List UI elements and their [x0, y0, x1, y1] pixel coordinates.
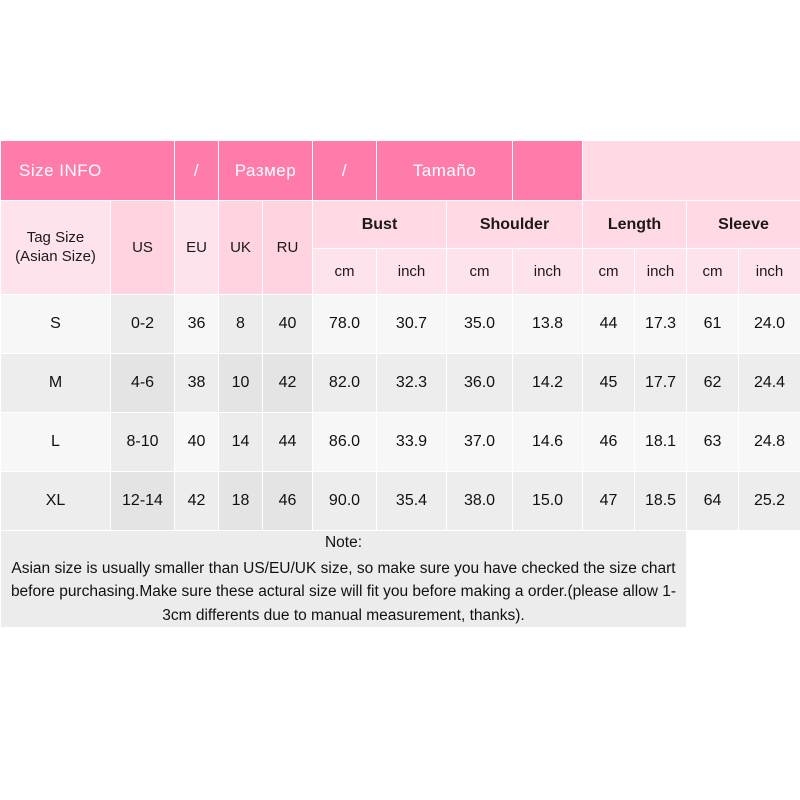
note-block [1, 531, 687, 628]
title-tamano: Tamaño [377, 141, 513, 201]
cell-us: 12-14 [111, 472, 175, 531]
cell-length-inch: 18.1 [635, 413, 687, 472]
note-body: Asian size is usually smaller than US/EU/UK size, so make sure you have checked the size chart before purchasing.Make sure these actural size will fit you before making a order.(please allow 1-3cm differents due to manual measurement, thanks). [10, 559, 677, 624]
cell-shoulder-cm: 37.0 [447, 413, 513, 472]
cell-ru: 42 [263, 354, 313, 413]
header-sleeve-inch: inch [739, 249, 800, 295]
cell-sleeve-cm: 63 [687, 413, 739, 472]
table-row [1, 354, 800, 413]
cell-uk: 14 [219, 413, 263, 472]
cell-sleeve-inch: 24.0 [739, 295, 800, 354]
title-separator-2: / [313, 141, 377, 201]
title-razmer: Размер [219, 141, 313, 201]
cell-shoulder-inch: 15.0 [513, 472, 583, 531]
cell-sleeve-inch: 24.4 [739, 354, 800, 413]
cell-tag-size: L [1, 413, 111, 472]
cell-sleeve-inch: 25.2 [739, 472, 800, 531]
header-length: Length [583, 201, 687, 249]
cell-ru: 46 [263, 472, 313, 531]
header-uk: UK [219, 201, 263, 295]
cell-length-cm: 46 [583, 413, 635, 472]
header-sleeve-cm: cm [687, 249, 739, 295]
title-end-fill [583, 141, 800, 201]
cell-shoulder-inch: 14.2 [513, 354, 583, 413]
cell-length-inch: 18.5 [635, 472, 687, 531]
cell-shoulder-cm: 35.0 [447, 295, 513, 354]
header-eu: EU [175, 201, 219, 295]
cell-ru: 44 [263, 413, 313, 472]
header-shoulder: Shoulder [447, 201, 583, 249]
cell-eu: 42 [175, 472, 219, 531]
header-ru: RU [263, 201, 313, 295]
cell-eu: 36 [175, 295, 219, 354]
header-shoulder-cm: cm [447, 249, 513, 295]
cell-eu: 38 [175, 354, 219, 413]
header-length-cm: cm [583, 249, 635, 295]
cell-bust-cm: 86.0 [313, 413, 377, 472]
title-size-info: Size INFO [1, 141, 175, 201]
note-side-fill [687, 531, 800, 628]
cell-us: 4-6 [111, 354, 175, 413]
size-chart-container [0, 140, 800, 628]
cell-uk: 18 [219, 472, 263, 531]
cell-bust-inch: 30.7 [377, 295, 447, 354]
cell-shoulder-inch: 13.8 [513, 295, 583, 354]
note-row [1, 531, 800, 628]
cell-ru: 40 [263, 295, 313, 354]
cell-uk: 10 [219, 354, 263, 413]
cell-us: 0-2 [111, 295, 175, 354]
header-tag-size [1, 201, 111, 295]
cell-length-inch: 17.7 [635, 354, 687, 413]
cell-bust-cm: 90.0 [313, 472, 377, 531]
header-sleeve: Sleeve [687, 201, 800, 249]
cell-bust-inch: 32.3 [377, 354, 447, 413]
cell-sleeve-cm: 62 [687, 354, 739, 413]
cell-sleeve-cm: 61 [687, 295, 739, 354]
header-bust-cm: cm [313, 249, 377, 295]
chart-title-row [1, 141, 800, 201]
cell-tag-size: S [1, 295, 111, 354]
title-blank [513, 141, 583, 201]
cell-length-inch: 17.3 [635, 295, 687, 354]
cell-length-cm: 47 [583, 472, 635, 531]
cell-tag-size: M [1, 354, 111, 413]
header-tag-size-line1: Tag Size [26, 228, 85, 246]
note-title: Note: [324, 534, 363, 551]
cell-bust-inch: 35.4 [377, 472, 447, 531]
header-length-inch: inch [635, 249, 687, 295]
table-row [1, 295, 800, 354]
cell-tag-size: XL [1, 472, 111, 531]
cell-uk: 8 [219, 295, 263, 354]
title-separator-1: / [175, 141, 219, 201]
size-chart-table [0, 140, 800, 628]
header-bust: Bust [313, 201, 447, 249]
cell-shoulder-cm: 38.0 [447, 472, 513, 531]
header-shoulder-inch: inch [513, 249, 583, 295]
cell-sleeve-cm: 64 [687, 472, 739, 531]
cell-us: 8-10 [111, 413, 175, 472]
header-bust-inch: inch [377, 249, 447, 295]
cell-eu: 40 [175, 413, 219, 472]
table-row [1, 472, 800, 531]
cell-bust-inch: 33.9 [377, 413, 447, 472]
cell-bust-cm: 82.0 [313, 354, 377, 413]
header-group-row [1, 201, 800, 249]
cell-sleeve-inch: 24.8 [739, 413, 800, 472]
header-us: US [111, 201, 175, 295]
cell-shoulder-inch: 14.6 [513, 413, 583, 472]
cell-bust-cm: 78.0 [313, 295, 377, 354]
cell-length-cm: 45 [583, 354, 635, 413]
header-tag-size-line2: (Asian Size) [15, 247, 96, 265]
cell-length-cm: 44 [583, 295, 635, 354]
cell-shoulder-cm: 36.0 [447, 354, 513, 413]
table-row [1, 413, 800, 472]
